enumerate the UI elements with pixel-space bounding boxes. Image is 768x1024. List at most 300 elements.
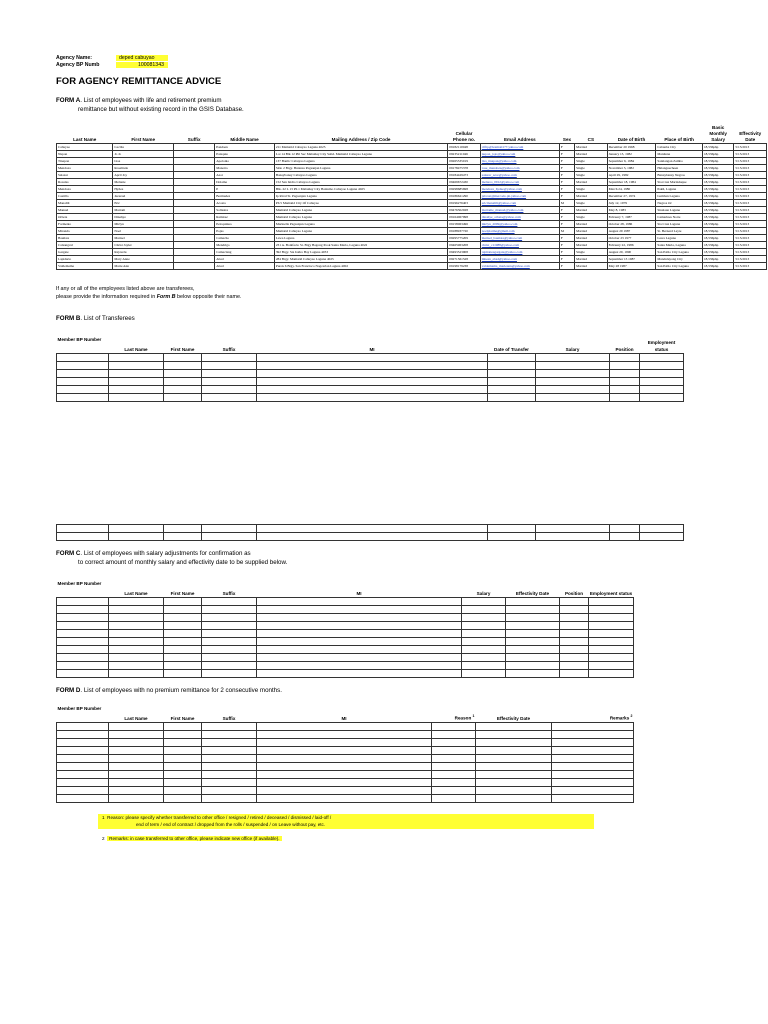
blank-cell[interactable] (57, 533, 109, 541)
email-link[interactable]: nupon_jojo@yahoo.com (480, 150, 559, 157)
email-link[interactable]: christ_c11988@yahoo.com (480, 241, 559, 248)
blank-cell[interactable] (164, 645, 202, 653)
blank-cell[interactable] (164, 369, 202, 377)
table-cell: March 24, 1980 (607, 185, 656, 192)
blank-cell[interactable] (536, 377, 610, 385)
blank-cell[interactable] (589, 669, 634, 677)
blank-cell[interactable] (640, 361, 684, 369)
blank-cell[interactable] (202, 629, 257, 637)
table-cell: Palaquio (215, 150, 275, 157)
blank-cell[interactable] (257, 597, 462, 605)
table-cell: Cabuyao (57, 143, 113, 150)
blank-cell[interactable] (506, 621, 560, 629)
blank-cell[interactable] (476, 762, 552, 770)
table-row (57, 192, 767, 199)
blank-cell[interactable] (589, 637, 634, 645)
blank-cell[interactable] (589, 653, 634, 661)
blank-cell[interactable] (57, 754, 109, 762)
blank-cell[interactable] (462, 653, 506, 661)
blank-row (57, 533, 684, 541)
blank-cell[interactable] (488, 533, 536, 541)
blank-cell[interactable] (552, 770, 634, 778)
blank-cell[interactable] (552, 762, 634, 770)
blank-cell[interactable] (57, 605, 109, 613)
blank-cell[interactable] (202, 533, 257, 541)
blank-cell[interactable] (109, 746, 164, 754)
blank-cell[interactable] (462, 645, 506, 653)
blank-cell[interactable] (109, 629, 164, 637)
blank-cell[interactable] (57, 369, 109, 377)
blank-cell[interactable] (610, 361, 640, 369)
blank-cell[interactable] (202, 778, 257, 786)
email-link[interactable]: ericmanalili@yahoo.com (480, 199, 559, 206)
blank-cell[interactable] (462, 605, 506, 613)
blank-cell[interactable] (552, 786, 634, 794)
blank-cell[interactable] (202, 361, 257, 369)
blank-cell[interactable] (57, 746, 109, 754)
table-cell: 5/15/2013 (734, 178, 767, 185)
blank-cell[interactable] (57, 794, 109, 802)
blank-cell[interactable] (109, 661, 164, 669)
blank-cell[interactable] (57, 353, 109, 361)
email-link[interactable]: salazar_azor@yahoo.com (480, 171, 559, 178)
blank-cell[interactable] (57, 738, 109, 746)
blank-cell[interactable] (560, 653, 589, 661)
blank-cell[interactable] (488, 361, 536, 369)
blank-cell[interactable] (257, 629, 462, 637)
blank-cell[interactable] (432, 722, 476, 730)
blank-cell[interactable] (589, 605, 634, 613)
d-col-mi: MI (341, 715, 347, 721)
blank-cell[interactable] (257, 613, 462, 621)
blank-cell[interactable] (164, 754, 202, 762)
table-cell: F (559, 185, 574, 192)
blank-cell[interactable] (536, 393, 610, 401)
blank-cell[interactable] (109, 669, 164, 677)
email-link[interactable]: valdemama_marieann@yahoo.com (480, 262, 559, 269)
blank-cell[interactable] (164, 730, 202, 738)
email-link[interactable]: noelplarma@gmail.com (480, 227, 559, 234)
blank-cell[interactable] (57, 361, 109, 369)
blank-cell[interactable] (164, 621, 202, 629)
blank-cell[interactable] (432, 786, 476, 794)
blank-cell[interactable] (552, 730, 634, 738)
blank-cell[interactable] (164, 794, 202, 802)
blank-cell[interactable] (109, 621, 164, 629)
blank-cell[interactable] (202, 621, 257, 629)
blank-cell[interactable] (536, 353, 610, 361)
blank-cell[interactable] (202, 653, 257, 661)
blank-cell[interactable] (57, 762, 109, 770)
email-link[interactable]: lisa_tinapon@yahoo.com (480, 157, 559, 164)
blank-cell[interactable] (202, 770, 257, 778)
footnote-2-text: Remarks: in case transferred to other office, please indicate new office (if available). (109, 836, 280, 841)
table-cell: Mary Anne (113, 255, 174, 262)
blank-cell[interactable] (109, 645, 164, 653)
blank-cell[interactable] (202, 385, 257, 393)
blank-cell[interactable] (476, 778, 552, 786)
c-col-mi: MI (356, 590, 362, 596)
blank-cell[interactable] (109, 637, 164, 645)
blank-cell[interactable] (164, 613, 202, 621)
blank-cell[interactable] (109, 613, 164, 621)
blank-cell[interactable] (257, 794, 432, 802)
blank-cell[interactable] (257, 525, 488, 533)
blank-cell[interactable] (164, 786, 202, 794)
b-col-emp-status: Employment status (647, 339, 676, 352)
table-cell: Married (575, 227, 608, 234)
blank-cell[interactable] (202, 645, 257, 653)
blank-cell[interactable] (476, 730, 552, 738)
blank-cell[interactable] (560, 597, 589, 605)
table-cell: Lapidario (57, 255, 113, 262)
blank-cell[interactable] (164, 653, 202, 661)
email-link[interactable]: mhean_abad@yahoo.com (480, 255, 559, 262)
email-link[interactable]: mariame_manuel@yahoo.com (480, 206, 559, 213)
blank-cell[interactable] (164, 377, 202, 385)
blank-cell[interactable] (432, 746, 476, 754)
blank-row (57, 605, 634, 613)
blank-cell[interactable] (164, 629, 202, 637)
blank-cell[interactable] (589, 645, 634, 653)
blank-cell[interactable] (560, 661, 589, 669)
blank-cell[interactable] (506, 629, 560, 637)
email-link[interactable]: mirlyn_2009@yahoo.com (480, 220, 559, 227)
blank-cell[interactable] (202, 794, 257, 802)
blank-cell[interactable] (202, 613, 257, 621)
blank-cell[interactable] (560, 669, 589, 677)
blank-cell[interactable] (57, 653, 109, 661)
blank-cell[interactable] (536, 533, 610, 541)
blank-cell[interactable] (202, 353, 257, 361)
blank-cell[interactable] (506, 669, 560, 677)
blank-cell[interactable] (57, 613, 109, 621)
blank-cell[interactable] (202, 393, 257, 401)
blank-cell[interactable] (610, 385, 640, 393)
blank-cell[interactable] (57, 525, 109, 533)
blank-cell[interactable] (109, 369, 164, 377)
table-cell: Mendoza (57, 164, 113, 171)
table-cell: Formento (57, 220, 113, 227)
blank-cell[interactable] (164, 637, 202, 645)
blank-cell[interactable] (202, 786, 257, 794)
blank-cell[interactable] (610, 533, 640, 541)
blank-cell[interactable] (462, 661, 506, 669)
blank-cell[interactable] (57, 385, 109, 393)
table-cell: Mirlyn (113, 220, 174, 227)
blank-cell[interactable] (610, 353, 640, 361)
table-cell: 09188937720 (448, 227, 481, 234)
blank-cell[interactable] (202, 377, 257, 385)
blank-cell[interactable] (57, 629, 109, 637)
blank-cell[interactable] (257, 385, 488, 393)
blank-cell[interactable] (536, 525, 610, 533)
blank-cell[interactable] (109, 605, 164, 613)
table-cell: San Pablo City Laguna (656, 262, 703, 269)
table-cell: 18,536php (702, 206, 733, 213)
blank-cell[interactable] (257, 621, 462, 629)
blank-cell[interactable] (640, 369, 684, 377)
col-last-name: Last Name (73, 136, 97, 142)
blank-cell[interactable] (640, 353, 684, 361)
blank-cell[interactable] (476, 754, 552, 762)
blank-cell[interactable] (257, 778, 432, 786)
blank-cell[interactable] (610, 369, 640, 377)
blank-cell[interactable] (589, 621, 634, 629)
blank-cell[interactable] (57, 393, 109, 401)
blank-cell[interactable] (552, 738, 634, 746)
blank-cell[interactable] (164, 778, 202, 786)
blank-cell[interactable] (432, 770, 476, 778)
table-cell: F (559, 206, 574, 213)
blank-cell[interactable] (257, 746, 432, 754)
blank-cell[interactable] (57, 661, 109, 669)
blank-cell[interactable] (164, 746, 202, 754)
blank-cell[interactable] (488, 385, 536, 393)
blank-cell[interactable] (109, 525, 164, 533)
blank-cell[interactable] (536, 361, 610, 369)
blank-cell[interactable] (488, 353, 536, 361)
blank-cell[interactable] (560, 629, 589, 637)
blank-cell[interactable] (536, 385, 610, 393)
blank-cell[interactable] (506, 661, 560, 669)
blank-cell[interactable] (202, 762, 257, 770)
blank-cell[interactable] (57, 778, 109, 786)
blank-cell[interactable] (462, 613, 506, 621)
blank-cell[interactable] (109, 786, 164, 794)
blank-cell[interactable] (202, 525, 257, 533)
blank-cell[interactable] (257, 762, 432, 770)
email-link[interactable]: ciflip@hotmail177.yahoo.com (480, 143, 559, 150)
blank-cell[interactable] (432, 762, 476, 770)
blank-cell[interactable] (640, 385, 684, 393)
blank-cell[interactable] (589, 597, 634, 605)
blank-cell[interactable] (257, 645, 462, 653)
blank-cell[interactable] (109, 754, 164, 762)
blank-cell[interactable] (462, 621, 506, 629)
blank-cell[interactable] (257, 353, 488, 361)
blank-cell[interactable] (202, 722, 257, 730)
blank-cell[interactable] (257, 393, 488, 401)
blank-cell[interactable] (109, 385, 164, 393)
blank-cell[interactable] (476, 738, 552, 746)
blank-cell[interactable] (109, 794, 164, 802)
blank-cell[interactable] (476, 746, 552, 754)
blank-cell[interactable] (488, 525, 536, 533)
col-first-name: First Name (131, 136, 156, 142)
blank-cell[interactable] (57, 645, 109, 653)
blank-cell[interactable] (164, 385, 202, 393)
blank-cell[interactable] (432, 738, 476, 746)
blank-cell[interactable] (488, 393, 536, 401)
blank-cell[interactable] (536, 369, 610, 377)
blank-cell[interactable] (257, 377, 488, 385)
blank-cell[interactable] (109, 770, 164, 778)
blank-cell[interactable] (57, 669, 109, 677)
blank-cell[interactable] (610, 393, 640, 401)
blank-cell[interactable] (560, 621, 589, 629)
blank-cell[interactable] (552, 746, 634, 754)
blank-cell[interactable] (164, 605, 202, 613)
blank-cell[interactable] (109, 393, 164, 401)
blank-cell[interactable] (640, 533, 684, 541)
table-cell: Cecilia (113, 143, 174, 150)
blank-cell[interactable] (476, 786, 552, 794)
blank-cell[interactable] (257, 770, 432, 778)
blank-cell[interactable] (164, 353, 202, 361)
blank-cell[interactable] (432, 754, 476, 762)
blank-cell[interactable] (257, 369, 488, 377)
blank-cell[interactable] (109, 722, 164, 730)
blank-cell[interactable] (202, 754, 257, 762)
blank-cell[interactable] (109, 353, 164, 361)
blank-cell[interactable] (640, 393, 684, 401)
blank-cell[interactable] (164, 661, 202, 669)
blank-cell[interactable] (257, 722, 432, 730)
blank-cell[interactable] (506, 597, 560, 605)
blank-cell[interactable] (552, 722, 634, 730)
blank-cell[interactable] (462, 637, 506, 645)
blank-cell[interactable] (202, 730, 257, 738)
blank-cell[interactable] (257, 605, 462, 613)
blank-cell[interactable] (109, 377, 164, 385)
blank-cell[interactable] (202, 738, 257, 746)
c-col-last-name: Last Name (124, 590, 148, 596)
email-link[interactable]: marisel_bautista@yahoo.com (480, 234, 559, 241)
blank-cell[interactable] (552, 794, 634, 802)
email-link[interactable]: melaros_0912@yahoo.com (480, 178, 559, 185)
blank-cell[interactable] (202, 369, 257, 377)
blank-cell[interactable] (432, 794, 476, 802)
table-cell: 09164067998 (448, 213, 481, 220)
blank-cell[interactable] (202, 669, 257, 677)
blank-cell[interactable] (432, 778, 476, 786)
blank-cell[interactable] (164, 533, 202, 541)
blank-cell[interactable] (552, 778, 634, 786)
blank-cell[interactable] (257, 786, 432, 794)
blank-cell[interactable] (257, 533, 488, 541)
blank-cell[interactable] (109, 361, 164, 369)
blank-cell[interactable] (488, 377, 536, 385)
email-link[interactable]: rajmatteagargate@yahoo.com (480, 248, 559, 255)
blank-cell[interactable] (109, 762, 164, 770)
table-cell: Lot 14 Blk 12 Phl Sec Mabuhay City Subd. Mamatid Cabuyao Laguna (274, 150, 447, 157)
blank-cell[interactable] (202, 746, 257, 754)
table-cell (174, 185, 215, 192)
blank-cell[interactable] (202, 597, 257, 605)
table-cell: 284 Brgy. Mamatid Cabuyao Laguna 4025 (274, 255, 447, 262)
blank-cell[interactable] (488, 369, 536, 377)
blank-cell[interactable] (257, 730, 432, 738)
blank-cell[interactable] (257, 661, 462, 669)
table-cell: Abad (215, 255, 275, 262)
blank-cell[interactable] (560, 645, 589, 653)
blank-cell[interactable] (640, 377, 684, 385)
form-c-desc-line2: to correct amount of monthly salary and effectivity date to be supplied below. (78, 559, 288, 566)
blank-cell[interactable] (476, 770, 552, 778)
form-b-continuation-table (56, 524, 684, 541)
blank-cell[interactable] (462, 669, 506, 677)
blank-cell[interactable] (57, 377, 109, 385)
blank-cell[interactable] (57, 621, 109, 629)
transferee-note-formb: Form B (156, 294, 176, 300)
table-row (57, 157, 767, 164)
blank-cell[interactable] (202, 661, 257, 669)
email-link[interactable]: mendoza_hydee@yahoo.com (480, 185, 559, 192)
col-sex: Sex (562, 136, 572, 142)
blank-cell[interactable] (560, 605, 589, 613)
blank-cell[interactable] (202, 637, 257, 645)
blank-cell[interactable] (164, 722, 202, 730)
email-link[interactable]: dinahye_orbeta@yahoo.com (480, 213, 559, 220)
blank-cell[interactable] (109, 730, 164, 738)
blank-cell[interactable] (57, 637, 109, 645)
blank-cell[interactable] (57, 597, 109, 605)
blank-cell[interactable] (164, 738, 202, 746)
blank-cell[interactable] (109, 533, 164, 541)
blank-cell[interactable] (109, 653, 164, 661)
blank-cell[interactable] (164, 762, 202, 770)
blank-cell[interactable] (476, 722, 552, 730)
blank-cell[interactable] (506, 637, 560, 645)
blank-cell[interactable] (57, 722, 109, 730)
email-link[interactable]: jebcast@mercado.ph.yahoo.com (480, 192, 559, 199)
blank-cell[interactable] (589, 661, 634, 669)
table-row (57, 255, 767, 262)
blank-cell[interactable] (610, 525, 640, 533)
blank-cell[interactable] (164, 770, 202, 778)
blank-cell[interactable] (552, 754, 634, 762)
blank-cell[interactable] (462, 629, 506, 637)
blank-cell[interactable] (109, 597, 164, 605)
blank-cell[interactable] (432, 730, 476, 738)
blank-cell[interactable] (560, 613, 589, 621)
blank-cell[interactable] (257, 637, 462, 645)
blank-cell[interactable] (57, 786, 109, 794)
blank-cell[interactable] (164, 669, 202, 677)
blank-cell[interactable] (506, 653, 560, 661)
blank-cell[interactable] (589, 629, 634, 637)
blank-cell[interactable] (462, 597, 506, 605)
blank-cell[interactable] (257, 653, 462, 661)
blank-cell[interactable] (506, 605, 560, 613)
blank-cell[interactable] (202, 605, 257, 613)
blank-cell[interactable] (589, 613, 634, 621)
blank-cell[interactable] (560, 637, 589, 645)
blank-cell[interactable] (257, 361, 488, 369)
blank-cell[interactable] (57, 730, 109, 738)
blank-cell[interactable] (257, 669, 462, 677)
c-col-bp: Member BP Number (57, 581, 102, 586)
email-link[interactable]: rose_mendoza@yahoo.com (480, 164, 559, 171)
blank-cell[interactable] (257, 738, 432, 746)
blank-cell[interactable] (109, 738, 164, 746)
blank-cell[interactable] (640, 525, 684, 533)
table-cell: Married (575, 143, 608, 150)
blank-cell[interactable] (257, 754, 432, 762)
blank-cell[interactable] (476, 794, 552, 802)
blank-cell[interactable] (164, 393, 202, 401)
blank-cell[interactable] (164, 361, 202, 369)
blank-cell[interactable] (164, 597, 202, 605)
blank-cell[interactable] (109, 778, 164, 786)
table-cell: December 20 1968 (607, 143, 656, 150)
blank-cell[interactable] (57, 770, 109, 778)
blank-cell[interactable] (164, 525, 202, 533)
blank-cell[interactable] (610, 377, 640, 385)
blank-cell[interactable] (506, 645, 560, 653)
blank-cell[interactable] (506, 613, 560, 621)
